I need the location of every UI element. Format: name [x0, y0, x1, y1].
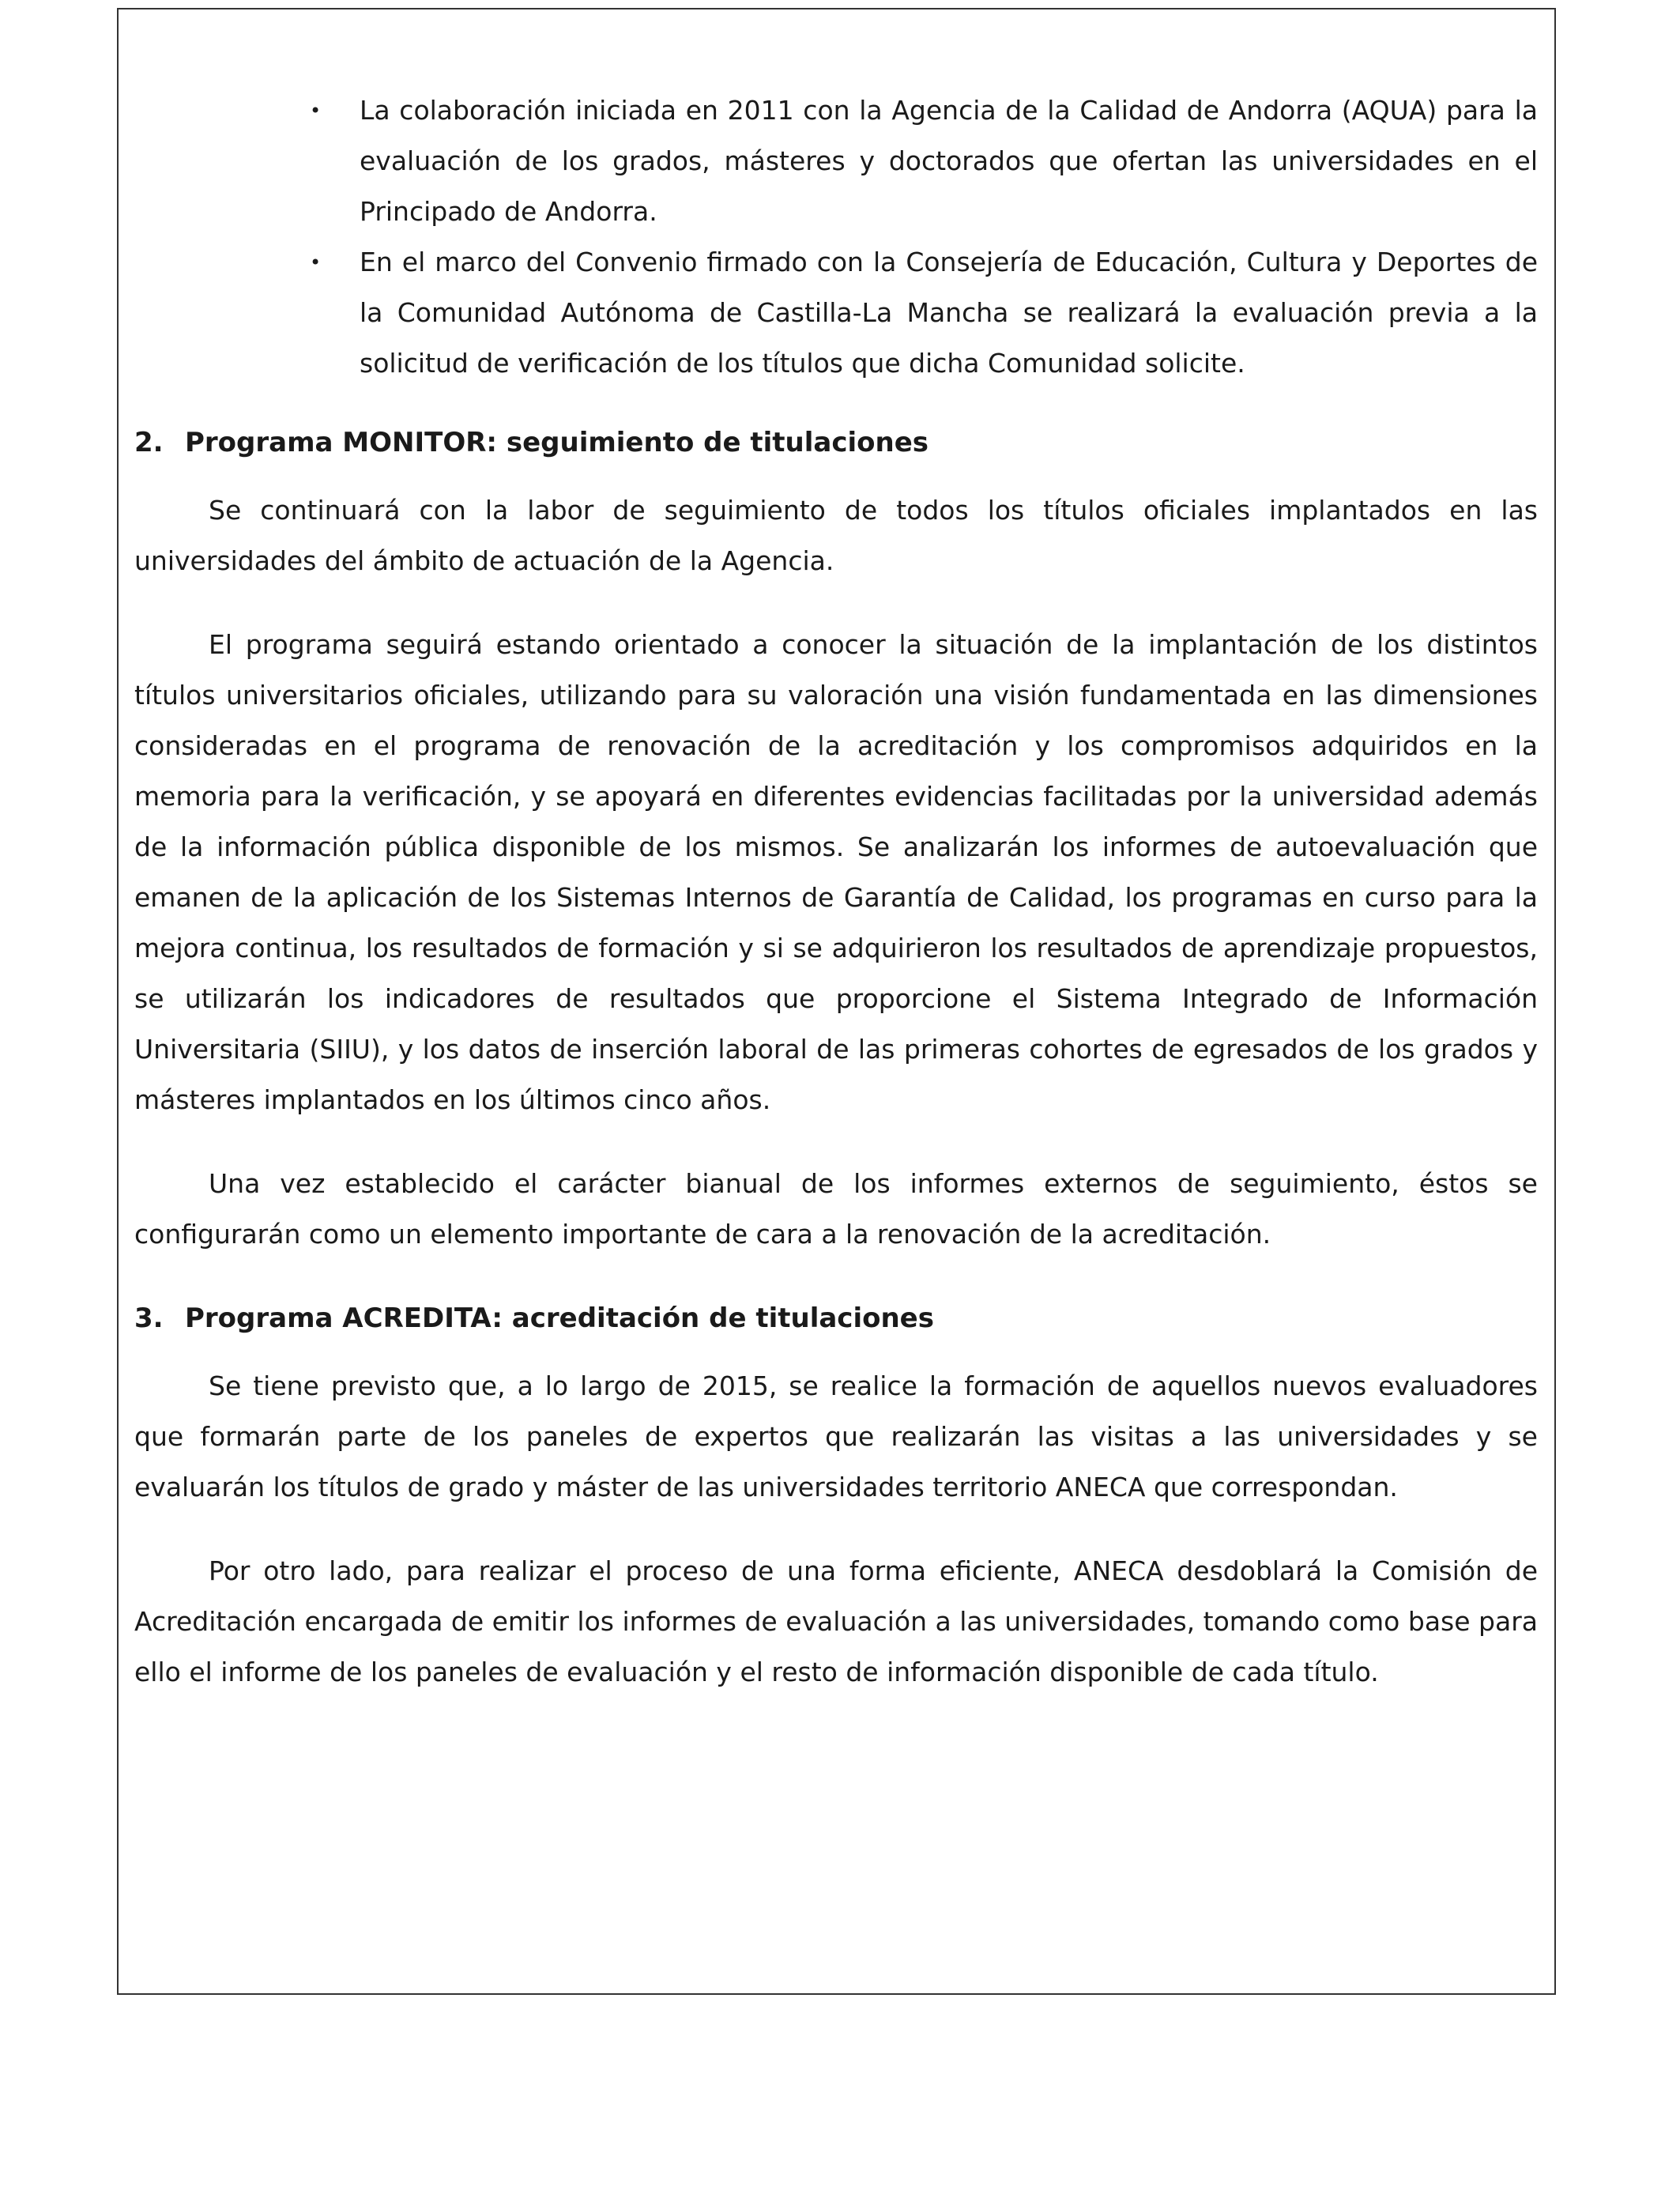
section-heading-monitor: [134, 417, 1538, 468]
bullet-icon: •: [310, 251, 322, 273]
section-heading-acredita: [134, 1293, 1538, 1344]
paragraph: Por otro lado, para realizar el proceso de una forma eficiente, ANECA desdoblará la Comisión de Acreditación encargada de emitir los informes de evaluación a las universidades, tomando como base para ello el informe de los paneles de evaluación y el resto de información disponible de cada título.: [134, 1555, 1538, 1687]
paragraph: Se tiene previsto que, a lo largo de 2015, se realice la formación de aquellos nuevos evaluadores que formarán parte de los paneles de expertos que realizarán las visitas a las universidades y se evaluarán los títulos de grado y máster de las universidades territorio ANECA que correspondan.: [134, 1370, 1538, 1502]
paragraph: El programa seguirá estando orientado a conocer la situación de la implantación de los distintos títulos universitarios oficiales, utilizando para su valoración una visión fundamentada en las dimensiones consideradas en el programa de renovación de la acreditación y los compromisos adquiridos en la memoria para la verificación, y se apoyará en diferentes evidencias facilitadas por la universidad además de la información pública disponible de los mismos. Se analizarán los informes de autoevaluación que emanen de la aplicación de los Sistemas Internos de Garantía de Calidad, los programas en curso para la mejora continua, los resultados de formación y si se adquirieron los resultados de aprendizaje propuestos, se utilizarán los indicadores de resultados que proporcione el Sistema Integrado de Información Universitaria (SIIU), y los datos de inserción laboral de las primeras cohortes de egresados de los grados y másteres implantados en los últimos cinco años.: [134, 629, 1538, 1115]
document-body: [134, 85, 1538, 1698]
bullet-text: En el marco del Convenio firmado con la Consejería de Educación, Cultura y Deportes de la Comunidad Autónoma de Castilla-La Mancha se realizará la evaluación previa a la solicitud de verificación de los títulos que dicha Comunidad solicite.: [360, 247, 1538, 379]
bullet-list: [134, 85, 1538, 389]
bullet-item-castilla-la-mancha: [134, 237, 1538, 389]
bullet-item-aqua: [134, 85, 1538, 237]
section-number: 2.: [134, 427, 164, 458]
section-number: 3.: [134, 1302, 164, 1334]
bullet-icon: •: [310, 100, 322, 122]
paragraph: Se continuará con la labor de seguimiento de todos los títulos oficiales implantados en las universidades del ámbito de actuación de la Agencia.: [134, 495, 1538, 576]
section-title: Programa MONITOR: seguimiento de titulaciones: [185, 427, 929, 458]
bullet-text: La colaboración iniciada en 2011 con la Agencia de la Calidad de Andorra (AQUA) para la evaluación de los grados, másteres y doctorados que ofertan las universidades en el Principado de Andorra.: [360, 95, 1538, 227]
section-title: Programa ACREDITA: acreditación de titulaciones: [185, 1302, 934, 1334]
paragraph: Una vez establecido el carácter bianual de los informes externos de seguimiento, éstos se configurarán como un elemento importante de cara a la renovación de la acreditación.: [134, 1168, 1538, 1250]
